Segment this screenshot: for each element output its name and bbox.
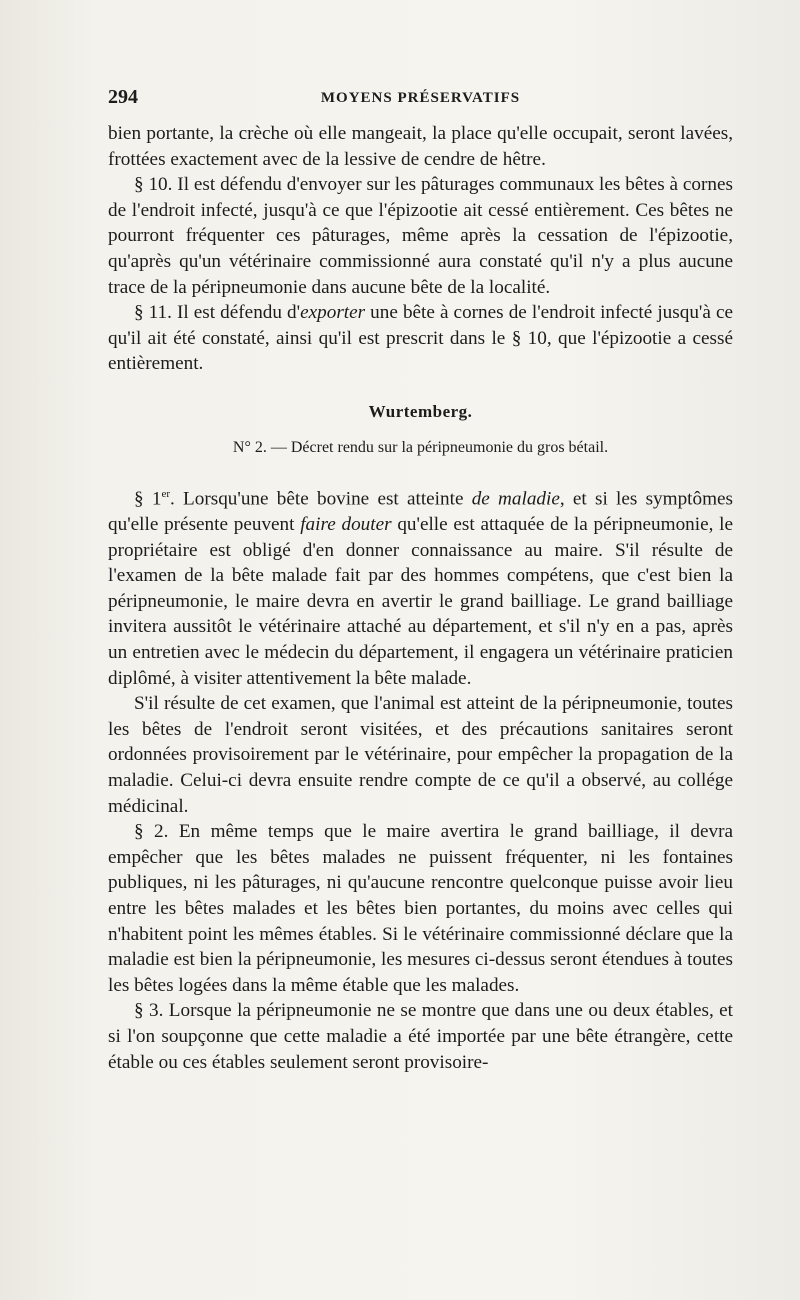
paragraph-article-3: § 3. Lorsque la péripneumonie ne se montre que dans une ou deux étables, et si l'on soupçonne que cette maladie a été importée par une bête étrangère, cette étable ou ces étables seulement seront provisoire- bbox=[108, 1000, 733, 1073]
page-header bbox=[108, 86, 733, 116]
article-1-superscript: er bbox=[161, 488, 170, 501]
article-11-emphasis: exporter bbox=[300, 302, 366, 324]
page-number: 294 bbox=[108, 86, 138, 108]
paragraph-article-2: § 2. En même temps que le maire avertira le grand bailliage, il devra empêcher que les bêtes malades ne puissent fréquenter, ni les fontaines publiques, ni les pâturages, ni qu'aucune rencontre quelconque puisse avoir lieu entre les bêtes malades et les bêtes bien portantes, du moins avec celles qui n'habitent point les mêmes étables. Si le vétérinaire commissionné déclare que la maladie est bien la péripneumonie, les mesures ci-dessus seront étendues à toutes les bêtes logées dans la même étable que les malades. bbox=[108, 821, 733, 996]
decree-title: N° 2. — Décret rendu sur la péripneumonie du gros bétail. bbox=[232, 438, 609, 456]
section-heading: Wurtemberg. bbox=[368, 401, 473, 421]
article-1-text-c: qu'elle est attaquée de la péripneumonie, le propriétaire est obligé d'en donner connaissance au maire. S'il résulte de l'examen de la bête malade fait par des hommes compétens, que c'est bien la péripneumonie, le maire devra en avertir le grand bailliage. Le grand bailliage invitera aussitôt le vétérinaire attaché au département, et s'il n'y en a pas, après un entretien avec le médecin du département, il engagera un vétérinaire praticien diplômé, à visiter attentivement la bête malade. bbox=[108, 514, 733, 689]
article-1-number: § 1 bbox=[134, 488, 162, 510]
body-text bbox=[108, 121, 733, 1075]
article-1-emphasis-1: de maladie bbox=[471, 488, 560, 510]
paragraph-examination: S'il résulte de cet examen, que l'animal est atteint de la péripneumonie, toutes les bêtes de l'endroit seront visitées, et des précautions sanitaires seront ordonnées provisoirement par le vétérinaire, pour empêcher la propagation de la maladie. Celui-ci devra ensuite rendre compte de ce qu'il a observé, au collége médicinal. bbox=[108, 693, 733, 817]
article-11-text-end: une bête à cornes de l'endroit infecté jusqu'à ce qu'il ait été constaté, ainsi qu'il est prescrit dans le § 10, que l'épizootie a cessé entièrement. bbox=[108, 302, 734, 375]
paragraph-article-11 bbox=[108, 300, 733, 377]
article-1-text-a: . Lorsqu'une bête bovine est atteinte bbox=[169, 488, 472, 510]
article-1-text-b: , et si les symptômes qu'elle présente peuvent bbox=[108, 488, 734, 536]
running-title: MOYENS PRÉSERVATIFS bbox=[320, 90, 521, 106]
paragraph-continuation: bien portante, la crèche où elle mangeait, la place qu'elle occupait, seront lavées, frottées exactement avec de la lessive de cendre de hêtre. bbox=[108, 123, 733, 170]
paragraph-article-1 bbox=[108, 482, 733, 691]
article-11-text-start: § 11. Il est défendu d' bbox=[134, 302, 301, 324]
article-1-emphasis-2: faire douter bbox=[300, 514, 392, 536]
paragraph-article-10: § 10. Il est défendu d'envoyer sur les pâturages communaux les bêtes à cornes de l'endroit infecté, jusqu'à ce que l'épizootie ait cessé entièrement. Ces bêtes ne pourront fréquenter ces pâturages, même après la cessation de l'épizootie, qu'après qu'un vétérinaire commissionné aura constaté qu'il n'y a plus aucune trace de la péripneumonie dans aucune bête de la localité. bbox=[108, 174, 733, 298]
